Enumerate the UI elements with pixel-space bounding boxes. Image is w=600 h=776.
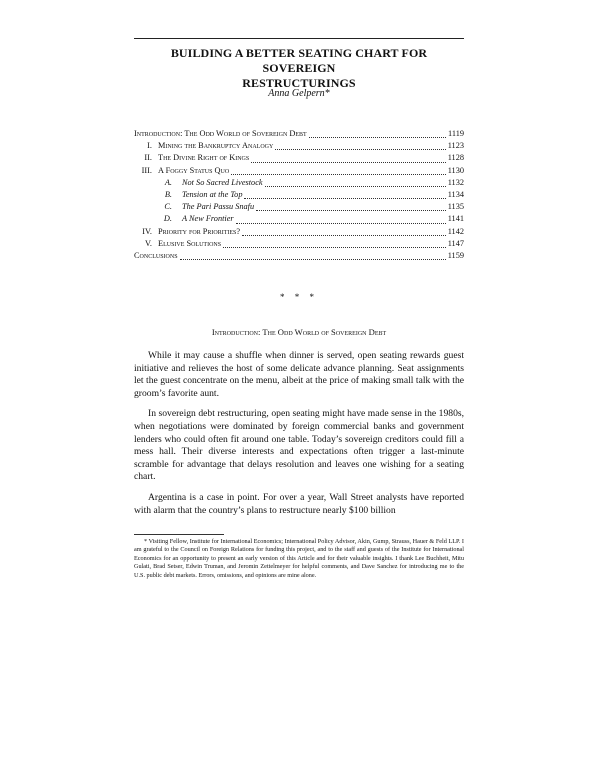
- toc-entry: [134, 226, 464, 238]
- title-line-2: RESTRUCTURINGS: [242, 76, 356, 90]
- toc-entry-number: D.: [163, 214, 172, 224]
- toc-entry-page: 1135: [447, 202, 464, 212]
- toc-entry: [134, 189, 464, 201]
- section-separator: * * *: [280, 292, 318, 302]
- toc-entry-label: The Divine Right of Kings: [158, 153, 250, 163]
- toc-entry: [134, 250, 464, 262]
- toc-entry: [134, 238, 464, 250]
- toc-leader-dots: [180, 258, 446, 260]
- toc-leader-dots: [265, 185, 446, 187]
- toc-entry-page: 1130: [447, 165, 464, 175]
- toc-entry: [134, 177, 464, 189]
- toc-entry: [134, 152, 464, 164]
- section-heading: Introduction: The Odd World of Sovereign Debt: [211, 327, 387, 337]
- toc-entry: [134, 213, 464, 225]
- toc-entry-label: The Pari Passu Snafu: [182, 202, 255, 212]
- toc-entry-number: I.: [147, 141, 152, 151]
- title-line-1: BUILDING A BETTER SEATING CHART FOR SOVEREIGN: [170, 46, 428, 75]
- toc-entry: [134, 140, 464, 152]
- toc-entry-number: C.: [164, 202, 172, 212]
- toc-entry-page: 1142: [447, 226, 464, 236]
- body-text: [134, 350, 464, 525]
- toc-entry-label: Not So Sacred Livestock: [182, 177, 263, 187]
- toc-leader-dots: [236, 222, 446, 224]
- toc-entry-label: A New Frontier: [182, 214, 234, 224]
- footnote-rule: [134, 534, 224, 535]
- toc-leader-dots: [251, 161, 445, 163]
- toc-entry: [134, 128, 464, 140]
- toc-entry-page: 1134: [447, 189, 464, 199]
- toc-entry-number: A.: [164, 177, 172, 187]
- toc-leader-dots: [309, 136, 446, 138]
- toc-leader-dots: [242, 234, 446, 236]
- toc-entry-label: Priority for Priorities?: [158, 226, 241, 236]
- toc-entry-page: 1128: [447, 153, 464, 163]
- toc-entry-page: 1159: [447, 250, 464, 260]
- toc-entry-number: V.: [145, 238, 152, 248]
- toc-entry-number: III.: [141, 165, 152, 175]
- toc-leader-dots: [231, 173, 446, 175]
- article-title: [134, 46, 464, 91]
- toc-entry-label: Tension at the Top: [182, 189, 243, 199]
- toc-leader-dots: [256, 209, 446, 211]
- toc-entry-page: 1119: [448, 129, 464, 138]
- paragraph: Argentina is a case in point. For over a year, Wall Street analysts have reported with alarm that the country’s plans to restructure nearly $100 billion: [134, 491, 464, 516]
- toc-leader-dots: [244, 197, 445, 199]
- toc-entry-label: Introduction: The Odd World of Sovereign Debt: [134, 129, 307, 138]
- table-of-contents: [134, 128, 464, 262]
- toc-entry-page: 1123: [447, 141, 464, 151]
- toc-entry-label: Conclusions: [134, 250, 178, 260]
- toc-entry-number: B.: [164, 189, 172, 199]
- toc-entry-page: 1147: [447, 238, 464, 248]
- paragraph: While it may cause a shuffle when dinner is served, open seating rewards guest initiative and relieves the host of some delicate advance planning. Seat assignments let the guest concentrate on the menu, albeit at the price of making small talk with the groom’s favorite aunt.: [134, 350, 464, 399]
- toc-leader-dots: [275, 148, 445, 150]
- toc-entry-page: 1132: [447, 177, 464, 187]
- top-rule: [134, 38, 464, 39]
- footnote: * Visiting Fellow, Institute for International Economics; International Policy Advisor, Akin, Gump, Strauss, Hauer & Feld LLP. I am grateful to the Council on Foreign Relations for funding this project, and to the staff and guests of the Institute for International Economics for an opportunity to present an early version of this Article and for their valuable insights. I thank Lee Buchheit, Mitu Gulati, Brad Setser, Edwin Truman, and Jeromin Zettelmeyer for helpful comments, and Dave Sanchez for introducing me to the U.S. public debt markets. Errors, omissions, and opinions are mine alone.: [134, 538, 464, 579]
- toc-entry-number: IV.: [142, 226, 152, 236]
- paragraph: In sovereign debt restructuring, open seating might have made sense in the 1980s, when negotiations were dominated by foreign commercial banks and government lenders who could often fit around one table. Today’s sovereign creditors could fill a mess hall. Their diverse interests and expectations often trigger a last-minute scramble for advantage that delays resolution and leaves one wishing for a seating chart.: [134, 408, 464, 483]
- toc-leader-dots: [223, 246, 446, 248]
- toc-entry: [134, 201, 464, 213]
- toc-entry-label: A Foggy Status Quo: [158, 165, 230, 175]
- toc-entry-label: Mining the Bankruptcy Analogy: [158, 141, 274, 151]
- toc-entry-page: 1141: [447, 214, 464, 224]
- toc-entry-number: II.: [144, 153, 152, 163]
- toc-entry-label: Elusive Solutions: [158, 238, 222, 248]
- author-name: Anna Gelpern*: [268, 88, 330, 99]
- toc-entry: [134, 165, 464, 177]
